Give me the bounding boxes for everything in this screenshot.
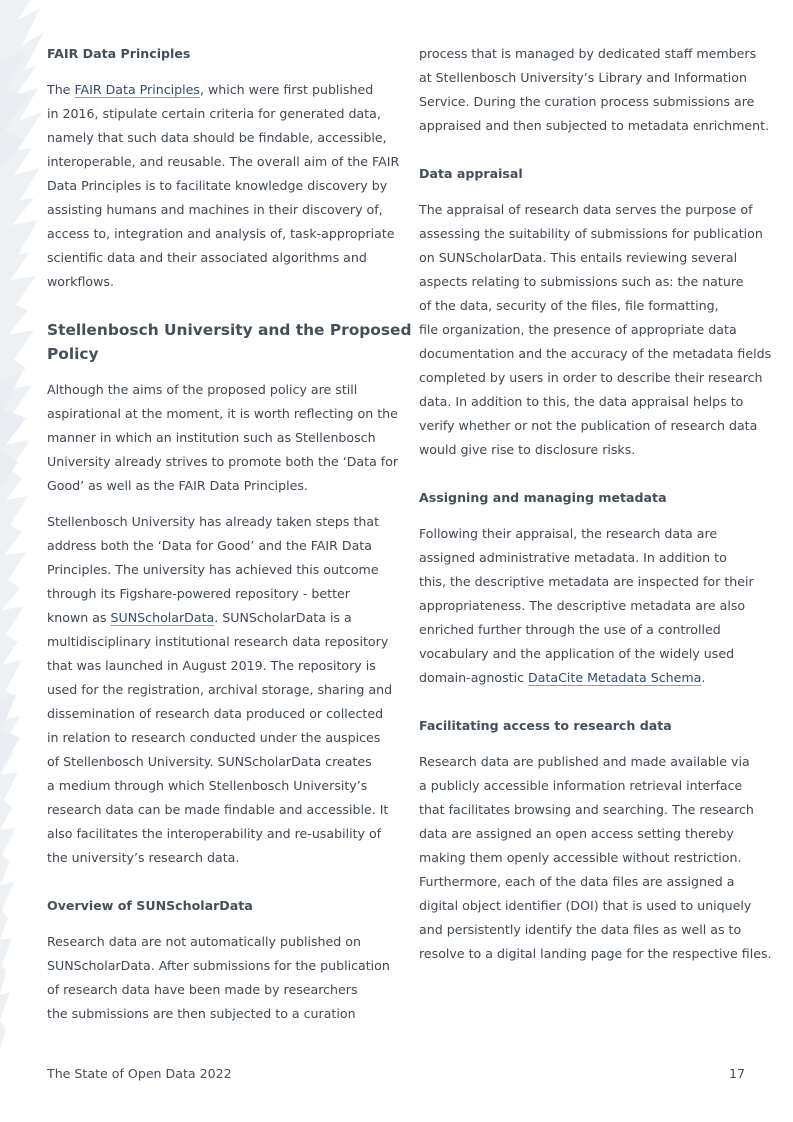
overview-paragraph: Research data are not automatically published on SUNScholarData. After submissions for the publication of research data have been made by researchers the submissions are then subjected to a curation (47, 934, 390, 1021)
overview-heading: Overview of SUNScholarData (47, 898, 253, 913)
data-appraisal-heading: Data appraisal (419, 166, 523, 181)
curation-continued-paragraph: process that is managed by dedicated staff members at Stellenbosch University’s Library and Information Service. During the curation process submissions are appraised and then subjected to metadata enrichment. (419, 46, 770, 133)
access-paragraph: Research data are published and made available via a publicly accessible information retrieval interface that facilitates browsing and searching. The research data are assigned an open access setting thereby making them openly accessible without restriction. Furthermore, each of the data files are assigned a digital object identifier (DOI) that is used to uniquely and persistently identify the data files as well as to resolve to a digital landing page for the respective files. (419, 754, 772, 961)
fair-principles-link[interactable]: FAIR Data Principles (74, 82, 200, 97)
metadata-heading: Assigning and managing metadata (419, 490, 667, 505)
metadata-paragraph: Following their appraisal, the research data are assigned administrative metadata. In addition to this, the descriptive metadata are inspected for their appropriateness. The descriptive metadata are also enriched further through the use of a controlled vocabulary and the application of the widely used domain-agnostic DataCite Metadata Schema. (419, 526, 754, 685)
left-column (47, 42, 412, 1038)
page-number: 17 (728, 1066, 745, 1081)
section-heading-stellenbosch: Stellenbosch University and the Proposed Policy (47, 321, 412, 363)
sunscholardata-link[interactable]: SUNScholarData (110, 610, 215, 625)
stellenbosch-paragraph-2: Stellenbosch University has already taken steps that address both the ‘Data for Good’ and the FAIR Data Principles. The university has achieved this outcome through its Figshare-powered repository - better known as SUNScholarData. SUNScholarData is a multidisciplinary institutional research data repository that was launched in August 2019. The repository is used for the registration, archival storage, sharing and dissemination of research data produced or collected in relation to research conducted under the auspices of Stellenbosch University. SUNScholarData creates a medium through which Stellenbosch University’s research data can be made findable and accessible. It also facilitates the interoperability and re-usability of the university’s research data. (47, 514, 393, 865)
right-column (419, 42, 772, 978)
datacite-schema-link[interactable]: DataCite Metadata Schema (528, 670, 702, 685)
fair-heading: FAIR Data Principles (47, 46, 191, 61)
fair-paragraph: The FAIR Data Principles, which were first published in 2016, stipulate certain criteria for generated data, namely that such data should be findable, accessible, interoperable, and reusable. The overall aim of the FAIR Data Principles is to facilitate knowledge discovery by assisting humans and machines in their discovery of, access to, integration and analysis of, task-appropriate scientific data and their associated algorithms and workflows. (47, 82, 400, 289)
data-appraisal-paragraph: The appraisal of research data serves the purpose of assessing the suitability of submissions for publication on SUNScholarData. This entails reviewing several aspects relating to submissions such as: the nature of the data, security of the files, file formatting, file organization, the presence of appropriate data documentation and the accuracy of the metadata fields completed by users in order to describe their research data. In addition to this, the data appraisal helps to verify whether or not the publication of research data would give rise to disclosure risks. (419, 202, 772, 457)
stellenbosch-paragraph-1: Although the aims of the proposed policy are still aspirational at the moment, it is worth reflecting on the manner in which an institution such as Stellenbosch University already strives to promote both the ‘Data for Good’ as well as the FAIR Data Principles. (47, 382, 399, 493)
footer-title: The State of Open Data 2022 (47, 1066, 232, 1081)
access-heading: Facilitating access to research data (419, 718, 672, 733)
